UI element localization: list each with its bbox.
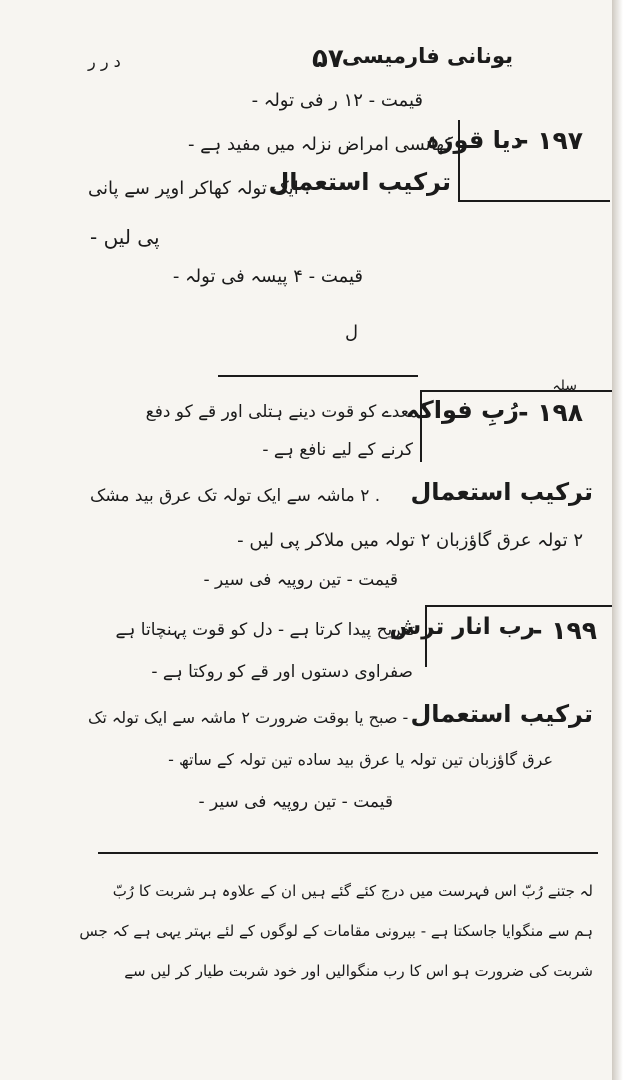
footnote-rule [98,852,598,854]
entry-199-usage-label: ترکیب استعمال [410,700,593,728]
footnote-line-2: ہم سے منگوایا جاسکتا ہے - بیرونی مقامات کے لوگوں کے لئے بہتر یہی ہے کہ جس [79,922,593,940]
entry-197-usage-label: ترکیب استعمال [268,168,451,196]
entry-198-prefix: سلہ [552,378,577,394]
entry-199-description-2: صفراوی دستوں اور قے کو روکتا ہے - [151,662,413,682]
page-number: ۵۷ [312,44,344,74]
separator-rule [218,375,418,377]
entry-199-name: رب انار ترش [389,614,535,640]
footnote-line-1: لہ جتنے رُبّ اس فہرست میں درج کئے گئے ہیں ان کے علاوہ ہر شربت کا رُبّ [112,882,593,900]
entry-197-usage-continued: پی لیں - [90,225,160,249]
entry-198-description-1: معدے کو قوت دینے ہتلی اور قے کو دفع [145,402,418,422]
entry-199-price: قیمت - تین روپیہ فی سیر - [198,792,393,812]
entry-198-price: قیمت - تین روپیہ فی سیر - [203,570,398,590]
footnote-line-3: شربت کی ضرورت ہو اس کا رب منگوالیں اور خود شربت طیار کر لیں سے [124,962,593,980]
header-mark: د ر ر [88,52,121,71]
entry-199-usage-text-1: - صبح یا بوقت ضرورت ۲ ماشہ سے ایک تولہ تک [88,708,409,727]
entry-198-description-2: کرنے کے لیے نافع ہے - [262,440,413,460]
book-title: یونانی فارمیسی [341,44,513,68]
entry-199-number: ۱۹۹ - [532,616,597,645]
entry-197-usage-text: . ایک تولہ کھاکر اوپر سے پانی [88,178,311,199]
previous-entry-price: قیمت - ۱۲ ر فی تولہ - [251,90,423,111]
entry-199-description-1: تفریح پیدا کرتا ہے - دل کو قوت پہنچاتا ہے [115,620,415,640]
entry-199-usage-text-2: عرق گاؤزبان تین تولہ یا عرق بید ساده تین تولہ کے ساتھ - [168,750,553,769]
entry-198-number: ۱۹۸ - [518,398,583,427]
entry-198-usage-text-2: ۲ تولہ عرق گاؤزبان ۲ تولہ میں ملاکر پی لیں - [237,530,583,551]
entry-197-price: قیمت - ۴ پیسہ فی تولہ - [172,266,363,287]
entry-197-footnote-mark: ل [345,322,359,343]
entry-197-description: کھانسی امراض نزلہ میں مفید ہے - [187,134,453,155]
entry-198-usage-label: ترکیب استعمال [410,478,593,506]
page-edge-shadow [612,0,623,1080]
entry-197-number: ۱۹۷ - [518,126,583,155]
entry-198-name: رُبِ فواکہ [405,396,519,424]
entry-197-name: دیا قوزہ [425,126,523,154]
entry-198-usage-text-1: . ۲ ماشہ سے ایک تولہ تک عرق بید مشک [90,486,381,506]
